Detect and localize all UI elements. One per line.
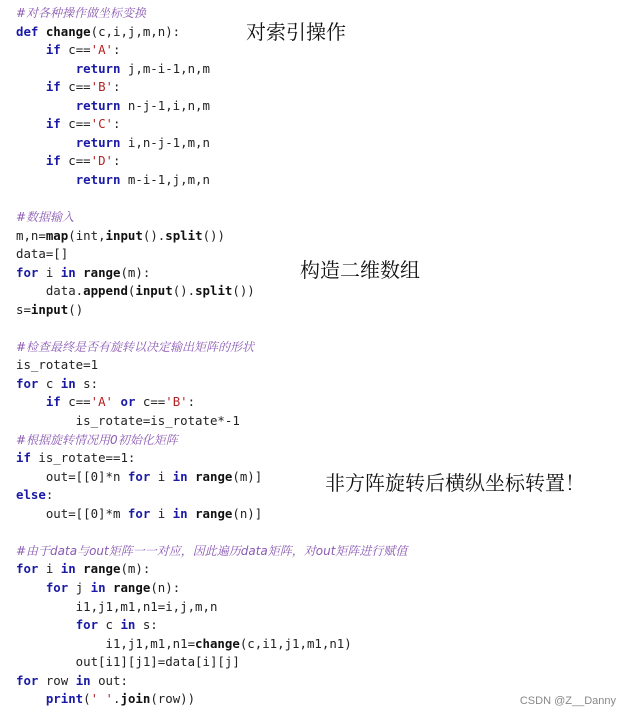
code-token: i [157,505,173,521]
code-token: c== [68,116,91,132]
code-token: i [157,468,173,484]
code-token: #根据旋转情况用0初始化矩阵 [16,432,178,447]
code-token: : [187,394,196,410]
code-token: s= [16,301,31,317]
code-token: s: [142,617,158,633]
code-token: . [113,691,121,707]
code-token: i [45,264,61,280]
code-token: out=[[0]*m [16,505,128,521]
code-token: data=[] [16,246,69,262]
code-token: ()) [202,227,225,243]
code-token: for [16,672,46,688]
code-token: ()) [232,283,255,299]
code-token: map [45,227,69,243]
code-token: return [75,97,128,113]
code-token: in [60,264,84,280]
code-token: input [105,227,143,243]
code-token: #数据输入 [16,210,75,225]
code-token: is_rotate==1: [38,450,136,466]
code-line [16,412,620,431]
code-token: 'B' [90,79,114,95]
code-token: in [120,617,143,633]
code-token: i,n-j-1,m,n [127,134,210,150]
code-token: for [45,579,76,595]
code-token: range [83,264,121,280]
code-token: range [83,561,121,577]
code-line [16,598,620,617]
code-line [16,505,620,524]
code-token [16,172,76,187]
code-token: (n)] [232,505,263,521]
code-token [16,190,23,205]
code-line [16,616,620,635]
code-token [16,42,46,57]
code-token [16,320,23,335]
code-token: #对各种操作做坐标变换 [16,6,147,20]
code-token: change [45,23,91,39]
code-token: out[i1][j1]=data[i][j] [16,654,240,670]
code-token: input [135,283,173,299]
code-token: 'C' [90,116,114,132]
code-token: i [45,561,61,577]
code-token: range [195,505,233,521]
code-token: def [16,23,46,39]
watermark: CSDN @Z__Danny [519,695,616,707]
code-token: return [75,171,128,187]
code-token: return [75,60,128,76]
code-line [16,152,620,171]
code-token: : [113,153,121,169]
code-token: c== [68,79,91,95]
code-token: (m): [120,561,151,577]
code-line [16,338,620,357]
code-token: : [113,116,121,132]
code-token: row [45,672,76,688]
annotation-index-ops: 对索引操作 [246,20,346,44]
code-token: #由于data与out矩阵一一对应，因此遍历data矩阵，对out矩阵进行赋值 [16,543,408,558]
code-token: range [195,468,233,484]
code-token: 'A' [90,42,114,58]
code-token: for [127,505,158,521]
code-token: split [195,283,233,299]
code-token [16,524,23,539]
code-token [16,135,76,150]
code-token: if [45,394,69,410]
code-token: (c,i,j,m,n): [90,23,181,39]
code-token: n-j-1,i,n,m [127,97,210,113]
code-token: ' ' [90,691,114,707]
code-token [16,617,76,632]
code-token: s: [83,375,99,391]
code-token: return [75,134,128,150]
code-line [16,672,620,691]
code-line [16,393,620,412]
code-line [16,115,620,134]
annotation-non-square: 非方阵旋转后横纵坐标转置！ [325,471,585,495]
code-token: c [45,375,61,391]
annotation-build-2d: 构造二维数组 [300,258,420,282]
code-token: out=[[0]*n [16,468,128,484]
code-token: print [45,691,84,707]
code-line [16,227,620,246]
code-token: 'A' [90,394,114,410]
code-token: () [68,301,84,317]
code-token: c== [142,394,166,410]
code-token: if [45,153,69,169]
code-token: (n): [150,579,181,595]
code-token: for [16,561,46,577]
code-token: c== [68,394,91,410]
code-token [16,61,76,76]
code-token: #检查最终是否有旋转以决定输出矩阵的形状 [16,339,255,354]
code-token: ( [83,691,91,707]
code-line [16,78,620,97]
code-line [16,431,620,450]
code-token: in [75,672,99,688]
code-token: : [45,487,54,503]
code-line [16,635,620,654]
code-token: for [16,375,46,391]
code-token: ( [127,283,136,299]
code-token [16,580,46,595]
code-token: (m)] [232,468,263,484]
code-token: or [120,394,143,410]
code-line [16,523,620,542]
code-token [16,394,46,409]
code-token: if [45,79,69,95]
code-token: data. [16,283,84,299]
code-line [16,60,620,79]
code-token: range [113,579,151,595]
code-token: for [16,264,46,280]
code-token: in [60,375,84,391]
code-token: m,n= [16,227,46,243]
code-token: is_rotate=1 [16,357,99,373]
code-token: i1,j1,m1,n1= [16,635,196,651]
code-token: c== [68,42,91,58]
code-line [16,189,620,208]
code-token: split [165,227,203,243]
code-line [16,97,620,116]
code-token: (m): [120,264,151,280]
code-line [16,134,620,153]
code-token: for [127,468,158,484]
code-token: change [195,635,240,651]
code-token: c== [68,153,91,169]
code-line [16,319,620,338]
code-token: in [60,561,84,577]
code-token [16,116,46,131]
code-token: (). [172,283,196,299]
code-line [16,171,620,190]
code-token: i1,j1,m1,n1=i,j,m,n [16,598,218,614]
code-token: c [105,617,121,633]
code-token [16,98,76,113]
code-block [16,4,620,709]
code-token [16,79,46,94]
code-line [16,282,620,301]
code-token: (int, [68,227,106,243]
code-token: if [45,116,69,132]
code-line [16,542,620,561]
code-line [16,301,620,320]
code-line [16,449,620,468]
code-line [16,375,620,394]
code-token: else [16,487,46,503]
code-token: in [172,468,196,484]
code-token: j [75,579,91,595]
code-token: m-i-1,j,m,n [127,171,210,187]
code-token: 'B' [165,394,188,410]
code-token: out: [98,672,128,688]
code-token [16,691,46,706]
code-token: is_rotate=is_rotate*-1 [16,413,240,429]
code-line [16,208,620,227]
code-token: (). [142,227,166,243]
code-token: : [113,42,121,58]
code-token: in [172,505,196,521]
code-token: for [75,617,106,633]
code-token: if [45,42,69,58]
code-token: : [113,79,121,95]
code-token: in [90,579,113,595]
code-token: join [120,691,151,707]
code-line [16,560,620,579]
code-token: 'D' [90,153,114,169]
code-token: (row)) [150,691,196,707]
code-line [16,579,620,598]
code-line [16,356,620,375]
code-token: input [30,301,69,317]
code-token: append [83,283,128,299]
code-token: j,m-i-1,n,m [127,60,210,76]
code-token [16,153,46,168]
code-token: (c,i1,j1,m1,n1) [239,635,352,651]
code-line [16,653,620,672]
code-token: if [16,450,39,466]
